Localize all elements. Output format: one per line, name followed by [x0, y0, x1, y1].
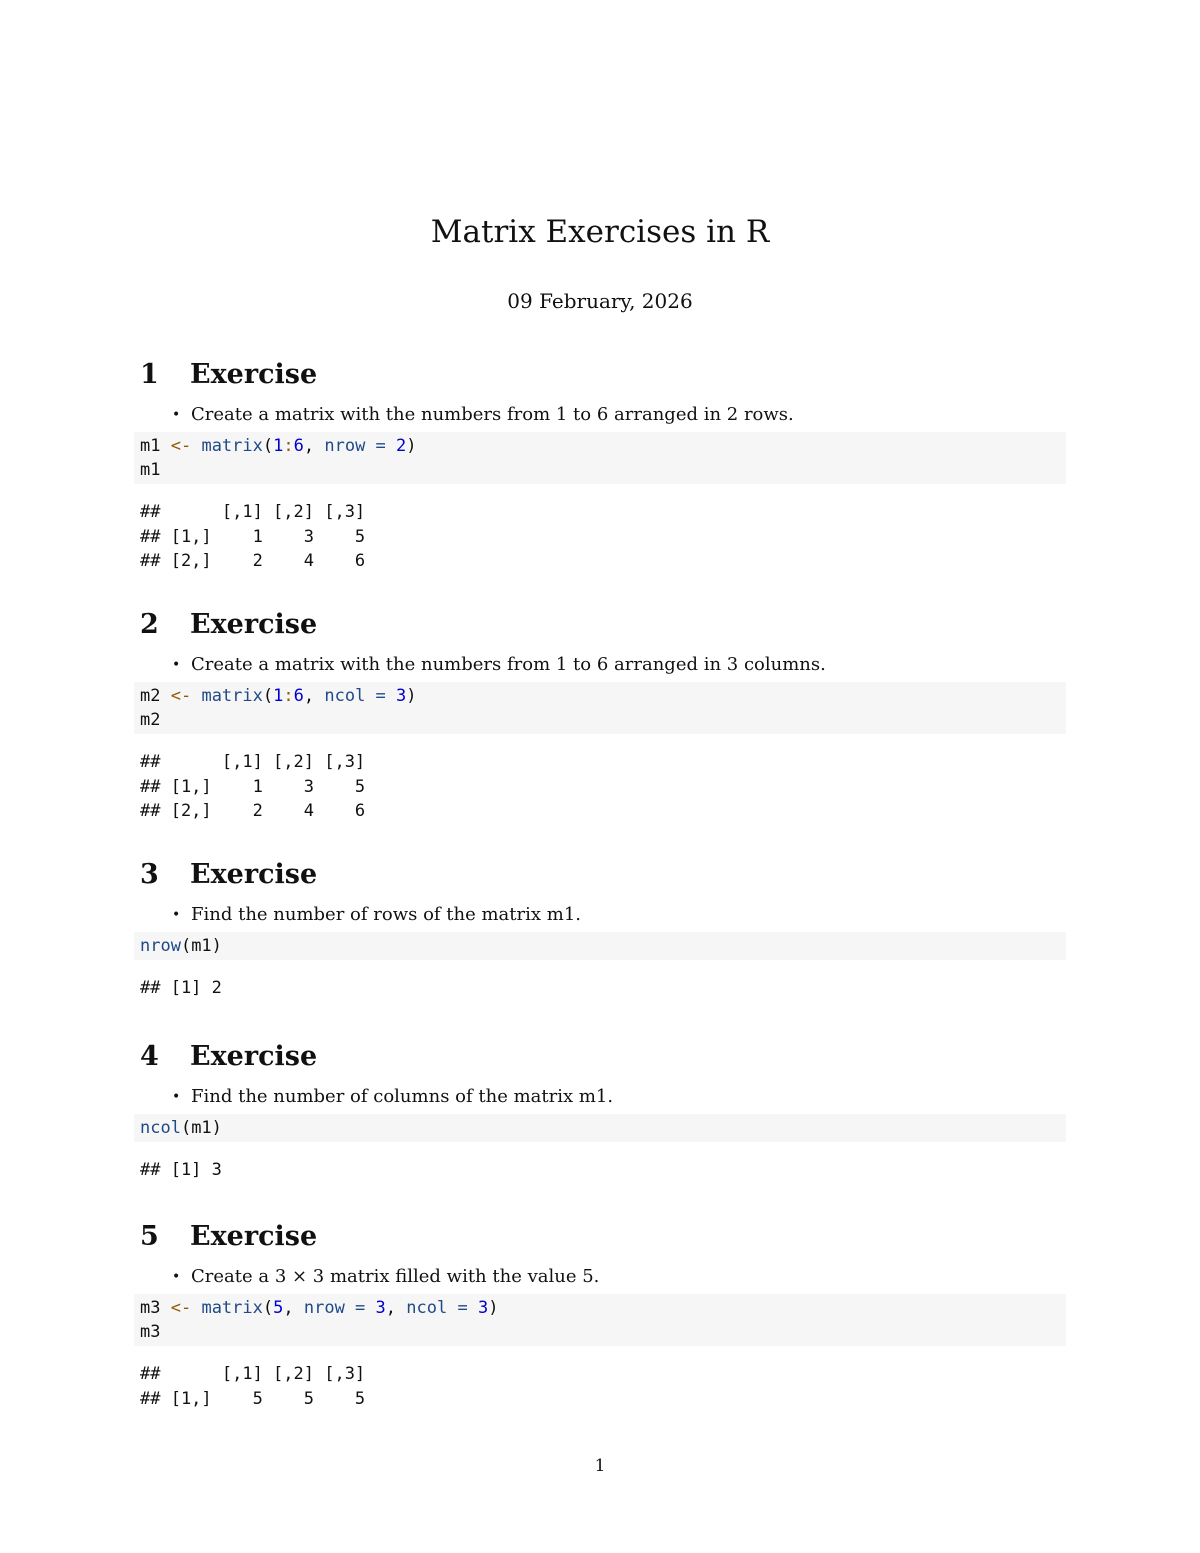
code-block [134, 432, 1066, 484]
section-heading [140, 1038, 1066, 1076]
section-5 [140, 1218, 1066, 1411]
code-line: m1 <- matrix(1:6, nrow = 2) [140, 436, 417, 456]
exercise-bullet [140, 1264, 1066, 1290]
output-line: ## [,1] [,2] [,3] [140, 752, 366, 772]
page-number: 1 [594, 1456, 606, 1476]
output-block [140, 750, 1066, 824]
section-title: Exercise [190, 1221, 318, 1252]
code-line: m3 [140, 1322, 161, 1342]
output-line: ## [1,] 1 3 5 [140, 526, 366, 547]
output-line: ## [2,] 2 4 6 [140, 551, 366, 571]
output-line: ## [1] 3 [140, 1160, 222, 1180]
section-number: 2 [140, 609, 159, 640]
code-block [134, 682, 1066, 734]
section-heading [140, 606, 1066, 644]
output-line: ## [,1] [,2] [,3] [140, 502, 366, 522]
exercise-bullet [140, 902, 1066, 928]
section-title: Exercise [190, 609, 318, 640]
section-title: Exercise [190, 359, 318, 390]
exercise-bullet [140, 652, 1066, 678]
bullet-dot-icon: • [172, 1089, 181, 1105]
section-title: Exercise [190, 859, 318, 890]
output-block [140, 1362, 1066, 1411]
exercise-text: Create a 3 × 3 matrix filled with the value 5. [191, 1266, 600, 1287]
code-line: m2 [140, 710, 161, 730]
exercise-bullet [140, 402, 1066, 428]
code-block [134, 1114, 1066, 1142]
section-number: 5 [140, 1221, 159, 1252]
section-title: Exercise [190, 1041, 318, 1072]
section-heading [140, 1218, 1066, 1256]
section-1 [140, 356, 1066, 574]
bullet-dot-icon: • [172, 657, 181, 673]
output-block [140, 500, 1066, 574]
output-line: ## [1] 2 [140, 978, 222, 998]
section-number: 4 [140, 1041, 159, 1072]
output-line: ## [1,] 5 5 5 [140, 1388, 366, 1409]
exercise-bullet [140, 1084, 1066, 1110]
exercise-text: Find the number of columns of the matrix m1. [191, 1086, 614, 1107]
bullet-dot-icon: • [172, 907, 181, 923]
code-block [134, 932, 1066, 960]
exercise-text: Find the number of rows of the matrix m1. [191, 904, 581, 925]
output-block [140, 1158, 1066, 1183]
output-line: ## [1,] 1 3 5 [140, 776, 366, 797]
section-2 [140, 606, 1066, 824]
output-block [140, 976, 1066, 1001]
section-heading [140, 856, 1066, 894]
exercise-text: Create a matrix with the numbers from 1 to 6 arranged in 2 rows. [191, 404, 794, 425]
section-4 [140, 1038, 1066, 1183]
code-block [134, 1294, 1066, 1346]
document-date: 09 February, 2026 [507, 289, 693, 313]
output-line: ## [,1] [,2] [,3] [140, 1364, 366, 1384]
section-heading [140, 356, 1066, 394]
code-line: ncol(m1) [140, 1118, 222, 1138]
output-line: ## [2,] 2 4 6 [140, 801, 366, 821]
document-title: Matrix Exercises in R [430, 214, 770, 250]
bullet-dot-icon: • [172, 407, 181, 423]
section-number: 3 [140, 859, 159, 890]
section-number: 1 [140, 359, 159, 390]
code-line: m3 <- matrix(5, nrow = 3, ncol = 3) [140, 1298, 499, 1318]
code-line: nrow(m1) [140, 936, 222, 956]
code-line: m2 <- matrix(1:6, ncol = 3) [140, 686, 417, 706]
section-3 [140, 856, 1066, 1001]
code-line: m1 [140, 460, 161, 480]
bullet-dot-icon: • [172, 1269, 181, 1285]
exercise-text: Create a matrix with the numbers from 1 to 6 arranged in 3 columns. [191, 654, 826, 675]
